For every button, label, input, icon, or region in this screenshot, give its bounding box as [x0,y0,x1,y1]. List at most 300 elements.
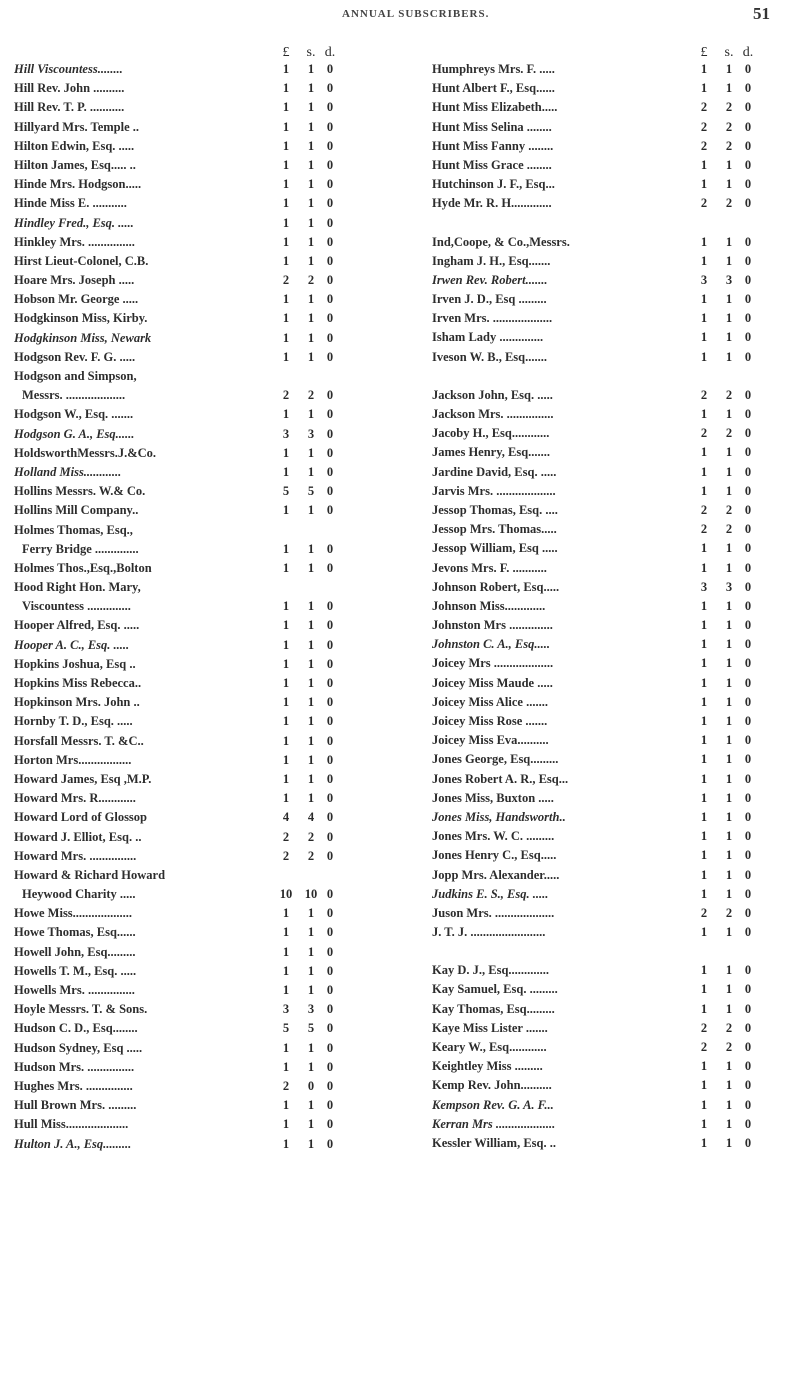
pounds-value: 3 [700,272,708,287]
shillings-value: 1 [725,541,733,556]
pounds-value: 1 [700,157,708,172]
pounds-value: 2 [700,426,708,441]
shillings-value: 1 [307,330,315,345]
subscriber-entry [14,847,364,866]
pounds-value: 2 [282,273,290,288]
pence-value: 0 [744,541,752,556]
pence-value: 0 [326,848,334,863]
pence-value: 0 [326,1078,334,1093]
shillings-value: 1 [725,445,733,460]
shillings-value: 1 [725,81,733,96]
pounds-value: 1 [282,119,290,134]
subscriber-entry [432,386,782,405]
shillings-value: 1 [725,733,733,748]
pence-value: 0 [326,157,334,172]
shillings-value: 2 [725,387,733,402]
subscriber-entry [14,501,364,520]
subscriber-entry [14,559,364,578]
pounds-value: 1 [282,253,290,268]
pence-value: 0 [326,733,334,748]
subscriber-entry [432,674,782,693]
pence-value: 0 [326,349,334,364]
pence-value: 0 [326,81,334,96]
subscriber-entry [432,827,782,846]
shillings-value: 1 [725,694,733,709]
pounds-value: 1 [700,464,708,479]
pounds-value: 1 [700,656,708,671]
pence-value: 0 [326,541,334,556]
shillings-value: 1 [307,62,315,76]
shillings-value: 1 [307,791,315,806]
subscriber-entry [432,290,782,309]
subscriber-entry [432,578,782,597]
pounds-value: 2 [282,829,290,844]
subscriber-entry [432,252,782,271]
subscriber-name: Hutchinson J. F., Esq... [432,177,555,192]
pounds-value: 1 [282,1117,290,1132]
shillings-value: 1 [307,215,315,230]
shillings-value: 1 [307,656,315,671]
pence-value: 0 [326,599,334,614]
subscriber-entry [432,885,782,904]
subscriber-entry [14,386,364,405]
subscriber-entry [432,520,782,539]
pence-value: 0 [326,177,334,192]
subscriber-entry [432,904,782,923]
pounds-value: 1 [700,445,708,460]
pounds-value: 1 [282,541,290,556]
pence-value: 0 [326,1098,334,1113]
subscriber-entry [432,79,782,98]
subscriber-name: Holmes Thomas, Esq., [14,522,133,537]
subscriber-name: Isham Lady .............. [432,330,544,345]
pounds-value: 2 [700,1020,708,1035]
shillings-value: 1 [307,983,315,997]
pounds-value: 1 [700,733,708,748]
pence-value: 0 [744,407,752,421]
subscriber-name: Kessler William, Esq. .. [432,1135,556,1150]
pounds-value: 1 [700,1078,708,1093]
subscriber-name: Hulton J. A., Esq......... [14,1136,132,1151]
pounds-value: 1 [282,292,290,307]
subscriber-entry [14,597,364,616]
shillings-value: 0 [307,1078,315,1093]
shillings-value: 1 [725,1001,733,1016]
subscriber-entry [432,654,782,673]
shillings-value: 1 [307,407,315,422]
pence-value: 0 [744,905,752,920]
subscriber-name: Hirst Lieut-Colonel, C.B. [14,253,149,268]
shillings-value: 2 [725,100,733,115]
pence-value: 0 [744,157,752,172]
section-gap [432,214,782,233]
pence-value: 0 [326,771,334,786]
subscriber-name: Hill Rev. T. P. ........... [14,100,125,115]
subscriber-entry [432,923,782,942]
subscriber-entry [432,1134,782,1153]
pounds-value: 1 [700,829,708,844]
subscriber-entry [432,789,782,808]
subscriber-entry [432,808,782,827]
subscriber-entry [432,770,782,789]
subscriber-name: Viscountess .............. [22,599,131,614]
pence-heading: d. [742,45,754,60]
subscriber-name: Ferry Bridge .............. [22,541,139,556]
subscriber-name: Howard Mrs. ............... [14,848,137,863]
pounds-value: 10 [279,887,293,902]
shillings-heading: s. [724,45,734,60]
pence-value: 0 [744,1040,752,1054]
pounds-value: 1 [700,1135,708,1150]
pence-value: 0 [326,292,334,307]
pence-value: 0 [326,1117,334,1132]
shillings-value: 1 [725,771,733,786]
subscriber-name: Keightley Miss ......... [432,1059,543,1074]
pounds-value: 1 [700,177,708,192]
pence-value: 0 [744,234,752,249]
pounds-value: 2 [282,388,290,403]
subscriber-entry [432,1057,782,1076]
pence-value: 0 [326,560,334,575]
subscriber-name: Howells T. M., Esq. ..... [14,963,137,978]
pence-value: 0 [744,618,752,633]
subscriber-entry [432,309,782,328]
pounds-value: 1 [700,62,708,76]
subscriber-name: Hudson C. D., Esq........ [14,1021,138,1036]
pounds-value: 2 [282,848,290,863]
subscriber-entry [14,367,364,386]
shillings-value: 1 [725,829,733,844]
subscriber-name: Jessop Mrs. Thomas..... [432,522,557,537]
pence-value: 0 [744,925,752,940]
pounds-value: 2 [282,1078,290,1093]
pounds-value: 1 [700,618,708,633]
pounds-value: 1 [282,81,290,96]
shillings-value: 1 [725,464,733,479]
subscriber-name: Howard Mrs. R............ [14,791,136,806]
subscriber-name: Hollins Mill Company.. [14,503,139,518]
pounds-value: 1 [282,177,290,192]
shillings-value: 1 [725,752,733,767]
subscriber-entry [432,405,782,424]
subscriber-entry [14,674,364,693]
subscriber-name: Hodgson Rev. F. G. ..... [14,349,136,364]
pence-value: 0 [744,790,752,805]
subscriber-entry [432,175,782,194]
shillings-value: 2 [307,273,315,288]
subscriber-name: Hodgson G. A., Esq...... [14,426,135,441]
subscriber-name: Jones Robert A. R., Esq... [432,771,569,786]
pence-value: 0 [326,963,334,978]
subscriber-name: James Henry, Esq....... [432,445,551,460]
pence-value: 0 [326,484,334,499]
pence-value: 0 [744,1001,752,1016]
subscriber-entry [14,751,364,770]
subscriber-name: Howard James, Esq ,M.P. [14,771,152,786]
subscriber-entry [432,846,782,865]
shillings-value: 1 [725,1097,733,1112]
page-number: 51 [753,4,770,23]
shillings-value: 2 [725,138,733,153]
pounds-value: 1 [282,560,290,575]
subscriber-entry [14,482,364,501]
shillings-value: 2 [725,1040,733,1054]
pence-value: 0 [326,273,334,288]
subscriber-name: Jessop William, Esq ..... [432,541,558,556]
subscriber-name: Jones Henry C., Esq..... [432,848,557,863]
subscriber-name: HoldsworthMessrs.J.&Co. [14,445,157,460]
currency-header [432,46,782,60]
subscriber-entry [14,521,364,540]
pence-value: 0 [326,138,334,153]
subscriber-name: Hughes Mrs. ............... [14,1078,133,1093]
pence-value: 0 [326,196,334,211]
pounds-value: 1 [700,81,708,96]
pence-value: 0 [744,292,752,307]
subscriber-name: Keary W., Esq............ [432,1040,547,1054]
shillings-value: 1 [307,177,315,192]
shillings-value: 1 [307,234,315,249]
shillings-value: 1 [725,311,733,326]
shillings-value: 1 [725,1116,733,1131]
subscriber-entry [432,750,782,769]
pounds-value: 1 [282,311,290,326]
pence-value: 0 [744,311,752,326]
shillings-value: 1 [307,503,315,518]
pence-value: 0 [744,253,752,268]
subscriber-entry [14,405,364,424]
pounds-value: 1 [282,656,290,671]
pounds-value: 1 [282,407,290,422]
subscriber-name: Irwen Rev. Robert....... [432,272,548,287]
pounds-value: 1 [282,618,290,633]
subscriber-entry [14,808,364,827]
subscriber-entry [14,1077,364,1096]
subscriber-entry [432,194,782,213]
subscriber-entry [432,961,782,980]
pence-value: 0 [744,675,752,690]
pence-value: 0 [326,714,334,729]
shillings-value: 4 [307,810,315,825]
pence-value: 0 [744,1020,752,1035]
pounds-value: 1 [700,982,708,997]
subscriber-name: Hopkins Miss Rebecca.. [14,676,142,690]
pence-value: 0 [326,906,334,921]
pounds-value: 1 [700,560,708,575]
left-column [14,46,364,1154]
pounds-value: 1 [700,253,708,268]
pence-heading: d. [324,45,336,60]
subscriber-name: Hornby T. D., Esq. ..... [14,714,133,729]
subscriber-entry [14,271,364,290]
subscriber-entry [432,980,782,999]
subscriber-name: Johnson Miss............. [432,598,546,613]
shillings-value: 1 [307,925,315,940]
subscriber-entry [432,635,782,654]
subscriber-name: Iveson W. B., Esq....... [432,349,547,364]
shillings-value: 1 [725,675,733,690]
pounds-value: 1 [700,963,708,978]
pounds-value: 1 [700,483,708,498]
pence-value: 0 [744,733,752,748]
subscriber-entry [432,1115,782,1134]
pounds-value: 1 [700,771,708,786]
pence-value: 0 [744,637,752,652]
shillings-value: 5 [307,484,315,499]
pence-value: 0 [744,848,752,863]
page-header [0,2,800,30]
subscriber-name: Howells Mrs. ............... [14,983,135,997]
pounds-value: 1 [700,1097,708,1112]
shillings-value: 1 [725,407,733,421]
subscriber-entry [432,1000,782,1019]
subscriber-name: Jones Miss, Buxton ..... [432,790,554,805]
subscriber-name: Hudson Sydney, Esq ..... [14,1040,143,1055]
pounds-value: 3 [282,1002,290,1017]
pence-value: 0 [744,196,752,211]
pence-value: 0 [744,809,752,824]
subscriber-entry [14,252,364,271]
shillings-value: 1 [307,311,315,326]
subscriber-entry [432,424,782,443]
pounds-value: 1 [282,62,290,76]
pounds-value: 1 [282,1136,290,1151]
pounds-heading: £ [282,45,290,60]
subscriber-name: Juson Mrs. ................... [432,905,555,920]
shillings-value: 3 [307,426,315,441]
subscriber-name: Jessop Thomas, Esq. .... [432,502,558,517]
shillings-value: 10 [304,887,318,902]
shillings-value: 1 [307,349,315,364]
shillings-value: 3 [725,272,733,287]
shillings-value: 1 [307,445,315,460]
subscriber-name: Joicey Miss Maude ..... [432,675,553,690]
subscriber-name: Jones Mrs. W. C. ......... [432,829,555,844]
pounds-value: 2 [700,119,708,134]
section-gap [432,367,782,386]
pounds-value: 1 [700,1116,708,1131]
pence-value: 0 [744,1116,752,1131]
pence-value: 0 [744,714,752,728]
subscriber-name: Hindley Fred., Esq. ..... [14,215,134,230]
pounds-value: 1 [700,809,708,824]
subscriber-entry [14,1058,364,1077]
shillings-value: 3 [725,579,733,594]
pence-value: 0 [326,944,334,959]
pounds-value: 1 [282,944,290,959]
subscriber-name: Johnston Mrs .............. [432,618,553,633]
subscriber-name: Ingham J. H., Esq....... [432,253,551,268]
subscriber-entry [14,290,364,309]
pence-value: 0 [744,483,752,498]
subscriber-name: Kerran Mrs ................... [432,1116,556,1131]
pounds-value: 1 [700,694,708,709]
subscriber-name: Hinkley Mrs. ............... [14,234,135,249]
pence-value: 0 [744,560,752,575]
shillings-value: 1 [307,618,315,633]
subscriber-entry [432,463,782,482]
subscriber-name: Joicey Miss Rose ....... [432,714,548,728]
pounds-value: 1 [282,196,290,211]
subscriber-entry [14,79,364,98]
shillings-value: 1 [307,752,315,767]
pence-value: 0 [744,694,752,709]
shillings-value: 2 [725,119,733,134]
subscriber-entry [14,712,364,731]
subscriber-name: Hodgson W., Esq. ....... [14,407,134,422]
subscriber-entry [14,309,364,328]
pounds-value: 1 [700,925,708,940]
pence-value: 0 [744,100,752,115]
subscriber-name: Jopp Mrs. Alexander..... [432,867,560,882]
subscriber-name: Hodgson and Simpson, [14,369,137,383]
subscriber-name: Jones Miss, Handsworth.. [432,809,566,824]
subscriber-entry [14,693,364,712]
subscriber-name: Hull Miss.................... [14,1117,129,1132]
shillings-value: 3 [307,1002,315,1017]
subscriber-name: Kemp Rev. John.......... [432,1078,552,1093]
subscriber-name: Joicey Miss Alice ....... [432,694,548,709]
subscriber-name: Hunt Miss Grace ........ [432,157,552,172]
subscriber-name: Hilton Edwin, Esq. ..... [14,138,135,153]
subscriber-entry [14,904,364,923]
subscriber-entry [432,60,782,79]
subscriber-entry [432,1076,782,1095]
currency-header [14,46,364,60]
shillings-value: 2 [307,848,315,863]
shillings-value: 1 [307,963,315,978]
subscriber-entry [432,693,782,712]
subscriber-entry [432,559,782,578]
pence-value: 0 [326,503,334,518]
pounds-value: 1 [282,157,290,172]
subscriber-name: Howard & Richard Howard [14,867,166,882]
subscriber-name: Hilton James, Esq..... .. [14,157,136,172]
shillings-value: 2 [725,426,733,441]
subscriber-name: Howell John, Esq......... [14,944,136,959]
subscriber-name: Howard J. Elliot, Esq. .. [14,829,142,844]
subscriber-name: Kempson Rev. G. A. F... [432,1097,554,1112]
subscriber-name: Irven Mrs. ................... [432,311,553,326]
shillings-value: 1 [307,676,315,690]
subscriber-entry [14,137,364,156]
pounds-value: 2 [700,387,708,402]
subscriber-entry [14,329,364,348]
pence-value: 0 [326,445,334,460]
subscriber-name: Holmes Thos.,Esq.,Bolton [14,560,152,575]
pence-value: 0 [326,100,334,115]
subscriber-name: Hinde Mrs. Hodgson..... [14,177,142,192]
subscriber-entry [14,1000,364,1019]
pence-value: 0 [744,502,752,517]
pence-value: 0 [326,752,334,767]
subscriber-entry [432,348,782,367]
pounds-value: 5 [282,484,290,499]
shillings-value: 1 [725,253,733,268]
subscriber-entry [432,233,782,252]
pence-value: 0 [326,62,334,76]
shillings-value: 1 [307,599,315,614]
subscriber-entry [14,962,364,981]
pounds-value: 1 [700,407,708,421]
shillings-value: 1 [307,733,315,748]
subscriber-name: Hooper Alfred, Esq. ..... [14,618,140,633]
pence-value: 0 [744,272,752,287]
pence-value: 0 [326,1021,334,1036]
subscriber-name: Hinde Miss E. ........... [14,196,127,211]
subscriber-entry [432,539,782,558]
pounds-value: 1 [282,733,290,748]
